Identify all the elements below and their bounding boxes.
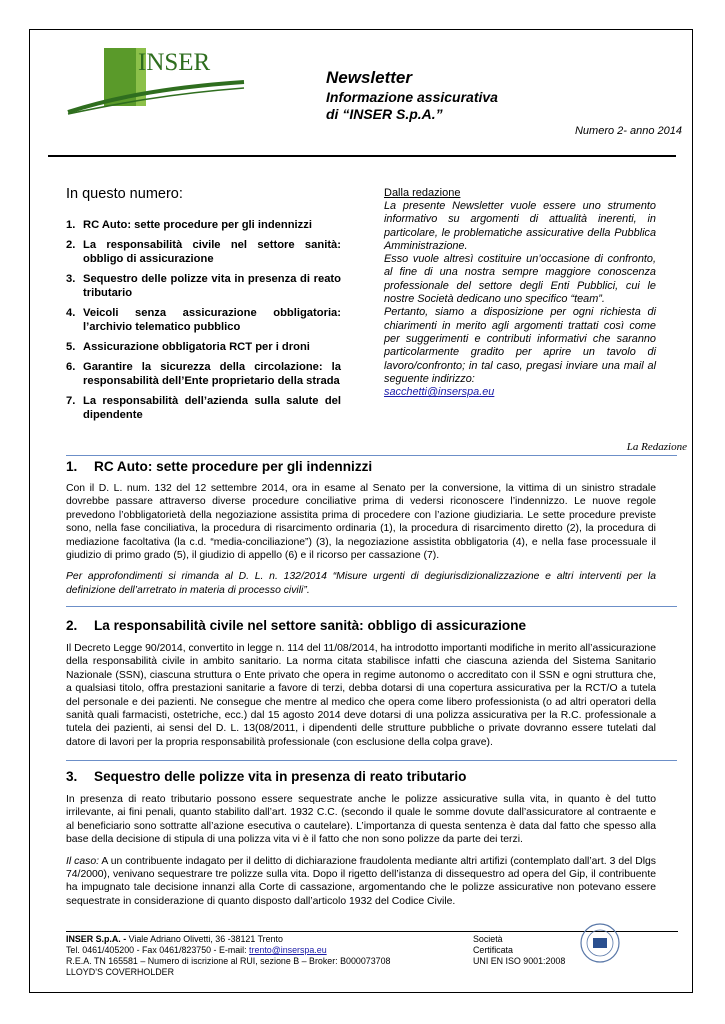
footer-rea: R.E.A. TN 165581 – Numero di iscrizione al RUI, sezione B – Broker: B000073708 (66, 956, 391, 966)
toc-item-num: 3. (66, 273, 76, 285)
editorial-paragraph: Pertanto, siamo a disposizione per ogni richiesta di chiarimenti in merito agli argomenti trattati così come per suggerimenti e contributi informativi che saranno particolarmente gradito per aprire un tavolo di lavoro/confronto; in tal caso, pregasi inviare una mail al seguente indirizzo: (384, 306, 656, 385)
section-number: 1. (66, 459, 78, 474)
section-title-text: Sequestro delle polizze vita in presenza di reato tributario (94, 769, 467, 784)
footer-email-link[interactable]: trento@inserspa.eu (249, 945, 327, 955)
subtitle-line-1: Informazione assicurativa (326, 89, 498, 105)
newsletter-title: Newsletter (326, 68, 412, 87)
toc-item-text: La responsabilità dell’azienda sulla salute del dipendente (83, 395, 341, 421)
newsletter-subtitle (326, 89, 498, 123)
toc-list (66, 218, 341, 428)
case-label: Il caso: (66, 855, 99, 867)
footer-contacts (66, 934, 390, 978)
toc-item-text: RC Auto: sette procedure per gli indennizzi (83, 219, 312, 231)
toc-heading: In questo numero: (66, 186, 183, 202)
section-title-text: RC Auto: sette procedure per gli indennizzi (94, 459, 373, 474)
toc-item-num: 7. (66, 395, 76, 407)
toc-item-num: 1. (66, 219, 76, 231)
editorial-email-link[interactable]: sacchetti@inserspa.eu (384, 386, 495, 399)
cert-line: UNI EN ISO 9001:2008 (473, 956, 566, 966)
toc-item[interactable] (66, 306, 341, 334)
certification-seal-icon (579, 922, 621, 964)
editorial-heading: Dalla redazione (384, 187, 461, 199)
toc-item[interactable] (66, 340, 341, 354)
toc-item-text: Assicurazione obbligatoria RCT per i droni (83, 341, 310, 353)
section-paragraph: Il Decreto Legge 90/2014, convertito in legge n. 114 del 11/08/2014, ha introdotto importanti modifiche in merito all’assicurazione della responsabilità civile in ambito sanitario. La norma citata stabilisce infatti che ciascuna azienda del Sistema Sanitario Nazionale (SSN), ciascuna struttura o Ente privato che opera in regime autonomo o accreditato con il SSN e ogni struttura che, a qualsiasi titolo, offra prestazioni sanitarie a favore di terzi, debba dotarsi di una copertura assicurativa per la RCT/O a tutela del personale e dei pazienti. Ne consegue che mentre al medico che opera come libero professionista (o ad altri operatori della sanità quali farmacisti, ostetriche, ecc.) dal 15 agosto 2014 deve dotarsi di una polizza assicurativa per la R.C. professionale a tutela dei pazienti, ai sensi del D. L. 13(08/2011, i dipendenti delle strutture pubbliche o private dovranno essere tutelati dal datore di lavori per la propria responsabilità professionale (con esclusione della colpa grave). (66, 643, 656, 748)
inser-logo (66, 42, 246, 116)
section-divider (66, 455, 677, 456)
section-paragraph: In presenza di reato tributario possono essere sequestrate anche le polizze assicurative sulla vita, in quanto è del tutto irrilevante, ai fini penali, quanto stabilito dall’art. 1932 C.C. (secondo il quale le somme dovute dall’assicuratore al contraente e al beneficiario sono sottratte all’azione esecutiva o cautelare). L’importanza di questa sentenza è data dal fatto che spesso alla base della decisione di stipula di una polizza vita vi è il fatto che non sono polizze da parte dei terzi. (66, 794, 656, 846)
toc-item[interactable] (66, 272, 341, 300)
subtitle-line-2: di “INSER S.p.A.” (326, 106, 443, 122)
toc-item-num: 4. (66, 307, 76, 319)
toc-item-num: 5. (66, 341, 76, 353)
header-divider (48, 155, 676, 157)
footer-certification (473, 934, 565, 967)
section-3-body (66, 793, 656, 916)
footer-lloyds: LLOYD’S COVERHOLDER (66, 967, 175, 977)
section-paragraph: A un contribuente indagato per il delitto di dichiarazione fraudolenta mediante altri artifizi (contemplato dall’art. 3 del Dlgs 74/2000), venivano sequestrare tre polizze sulla vita. Dopo il rigetto dell’istanza di dissequestro ad opera del Gip, il contribuente ha impugnato tale decisione innanzi alla Corte di cassazione, argomentando che le polizze assicurative non potevano essere sequestrate in considerazione di quanto disposto dall’articolo 1932 del Codice Civile. (66, 855, 656, 907)
section-paragraph: Per approfondimenti si rimanda al D. L. n. 132/2014 “Misure urgenti di degiurisdizionalizzazione e altri interventi per la definizione dell’arretrato in materia di processo civili”. (66, 571, 656, 596)
editorial-paragraph: Esso vuole altresì costituire un’occasione di confronto, al fine di una nostra sempre maggiore conoscenza professionale del settore degli Enti Pubblici, cui le nostre Società dedicano uno specifico “team”. (384, 253, 656, 306)
toc-item-text: Sequestro delle polizze vita in presenza di reato tributario (83, 273, 341, 299)
toc-item[interactable] (66, 238, 341, 266)
section-title-text: La responsabilità civile nel settore sanità: obbligo di assicurazione (94, 618, 527, 633)
toc-item-num: 6. (66, 361, 76, 373)
toc-item[interactable] (66, 218, 341, 232)
footer-address: Viale Adriano Olivetti, 36 -38121 Trento (126, 934, 283, 944)
footer-company: INSER S.p.A. - (66, 934, 127, 944)
toc-item[interactable] (66, 360, 341, 388)
section-2-title (66, 618, 526, 633)
section-1-body (66, 482, 656, 605)
footer-phone: Tel. 0461/405200 - Fax 0461/823750 - E-mail: (66, 945, 250, 955)
editorial-text (384, 200, 656, 399)
issue-number: Numero 2- anno 2014 (574, 125, 682, 137)
section-divider (66, 606, 677, 607)
toc-item-num: 2. (66, 239, 76, 251)
section-paragraph: Con il D. L. num. 132 del 12 settembre 2014, ora in esame al Senato per la conversione, la vittima di un sinistro stradale dovrebbe passare attraverso diverse procedure conciliative prima di vedersi riconoscere l’indennizzo. Le nuove regole prevedono l’obbligatorietà della negoziazione assistita prima di procedere con l’azione giudiziaria. Le sette procedure previste sono, nella fase conciliativa, la procedura di risarcimento ordinaria (1), la procedura di risarcimento diretto (2), la procedura di mediazione facoltativa (la c.d. “media-conciliazione”) (3), la negoziazione assistita obbligatoria (4), e nella fase processuale il giudizio di primo grado (5), il giudizio di appello (6) e il ricorso per cassazione (7). (66, 483, 656, 562)
section-number: 3. (66, 769, 78, 784)
section-3-title (66, 769, 466, 784)
cert-line: Società (473, 934, 503, 944)
toc-item-text: Garantire la sicurezza della circolazione: la responsabilità dell’Ente proprietario della strada (83, 361, 341, 387)
toc-item[interactable] (66, 394, 341, 422)
section-number: 2. (66, 618, 78, 633)
toc-item-text: Veicoli senza assicurazione obbligatoria: l’archivio telematico pubblico (83, 307, 341, 333)
editorial-signature: La Redazione (626, 441, 687, 453)
section-1-title (66, 459, 372, 474)
cert-line: Certificata (473, 945, 513, 955)
section-divider (66, 760, 677, 761)
section-2-body (66, 642, 656, 757)
editorial-paragraph: La presente Newsletter vuole essere uno strumento informativo su argomenti di attualità inerenti, in particolare, le problematiche assicurative della Pubblica Amministrazione. (384, 200, 656, 252)
logo-text: INSER (138, 49, 211, 76)
toc-item-text: La responsabilità civile nel settore sanità: obbligo di assicurazione (83, 239, 341, 265)
